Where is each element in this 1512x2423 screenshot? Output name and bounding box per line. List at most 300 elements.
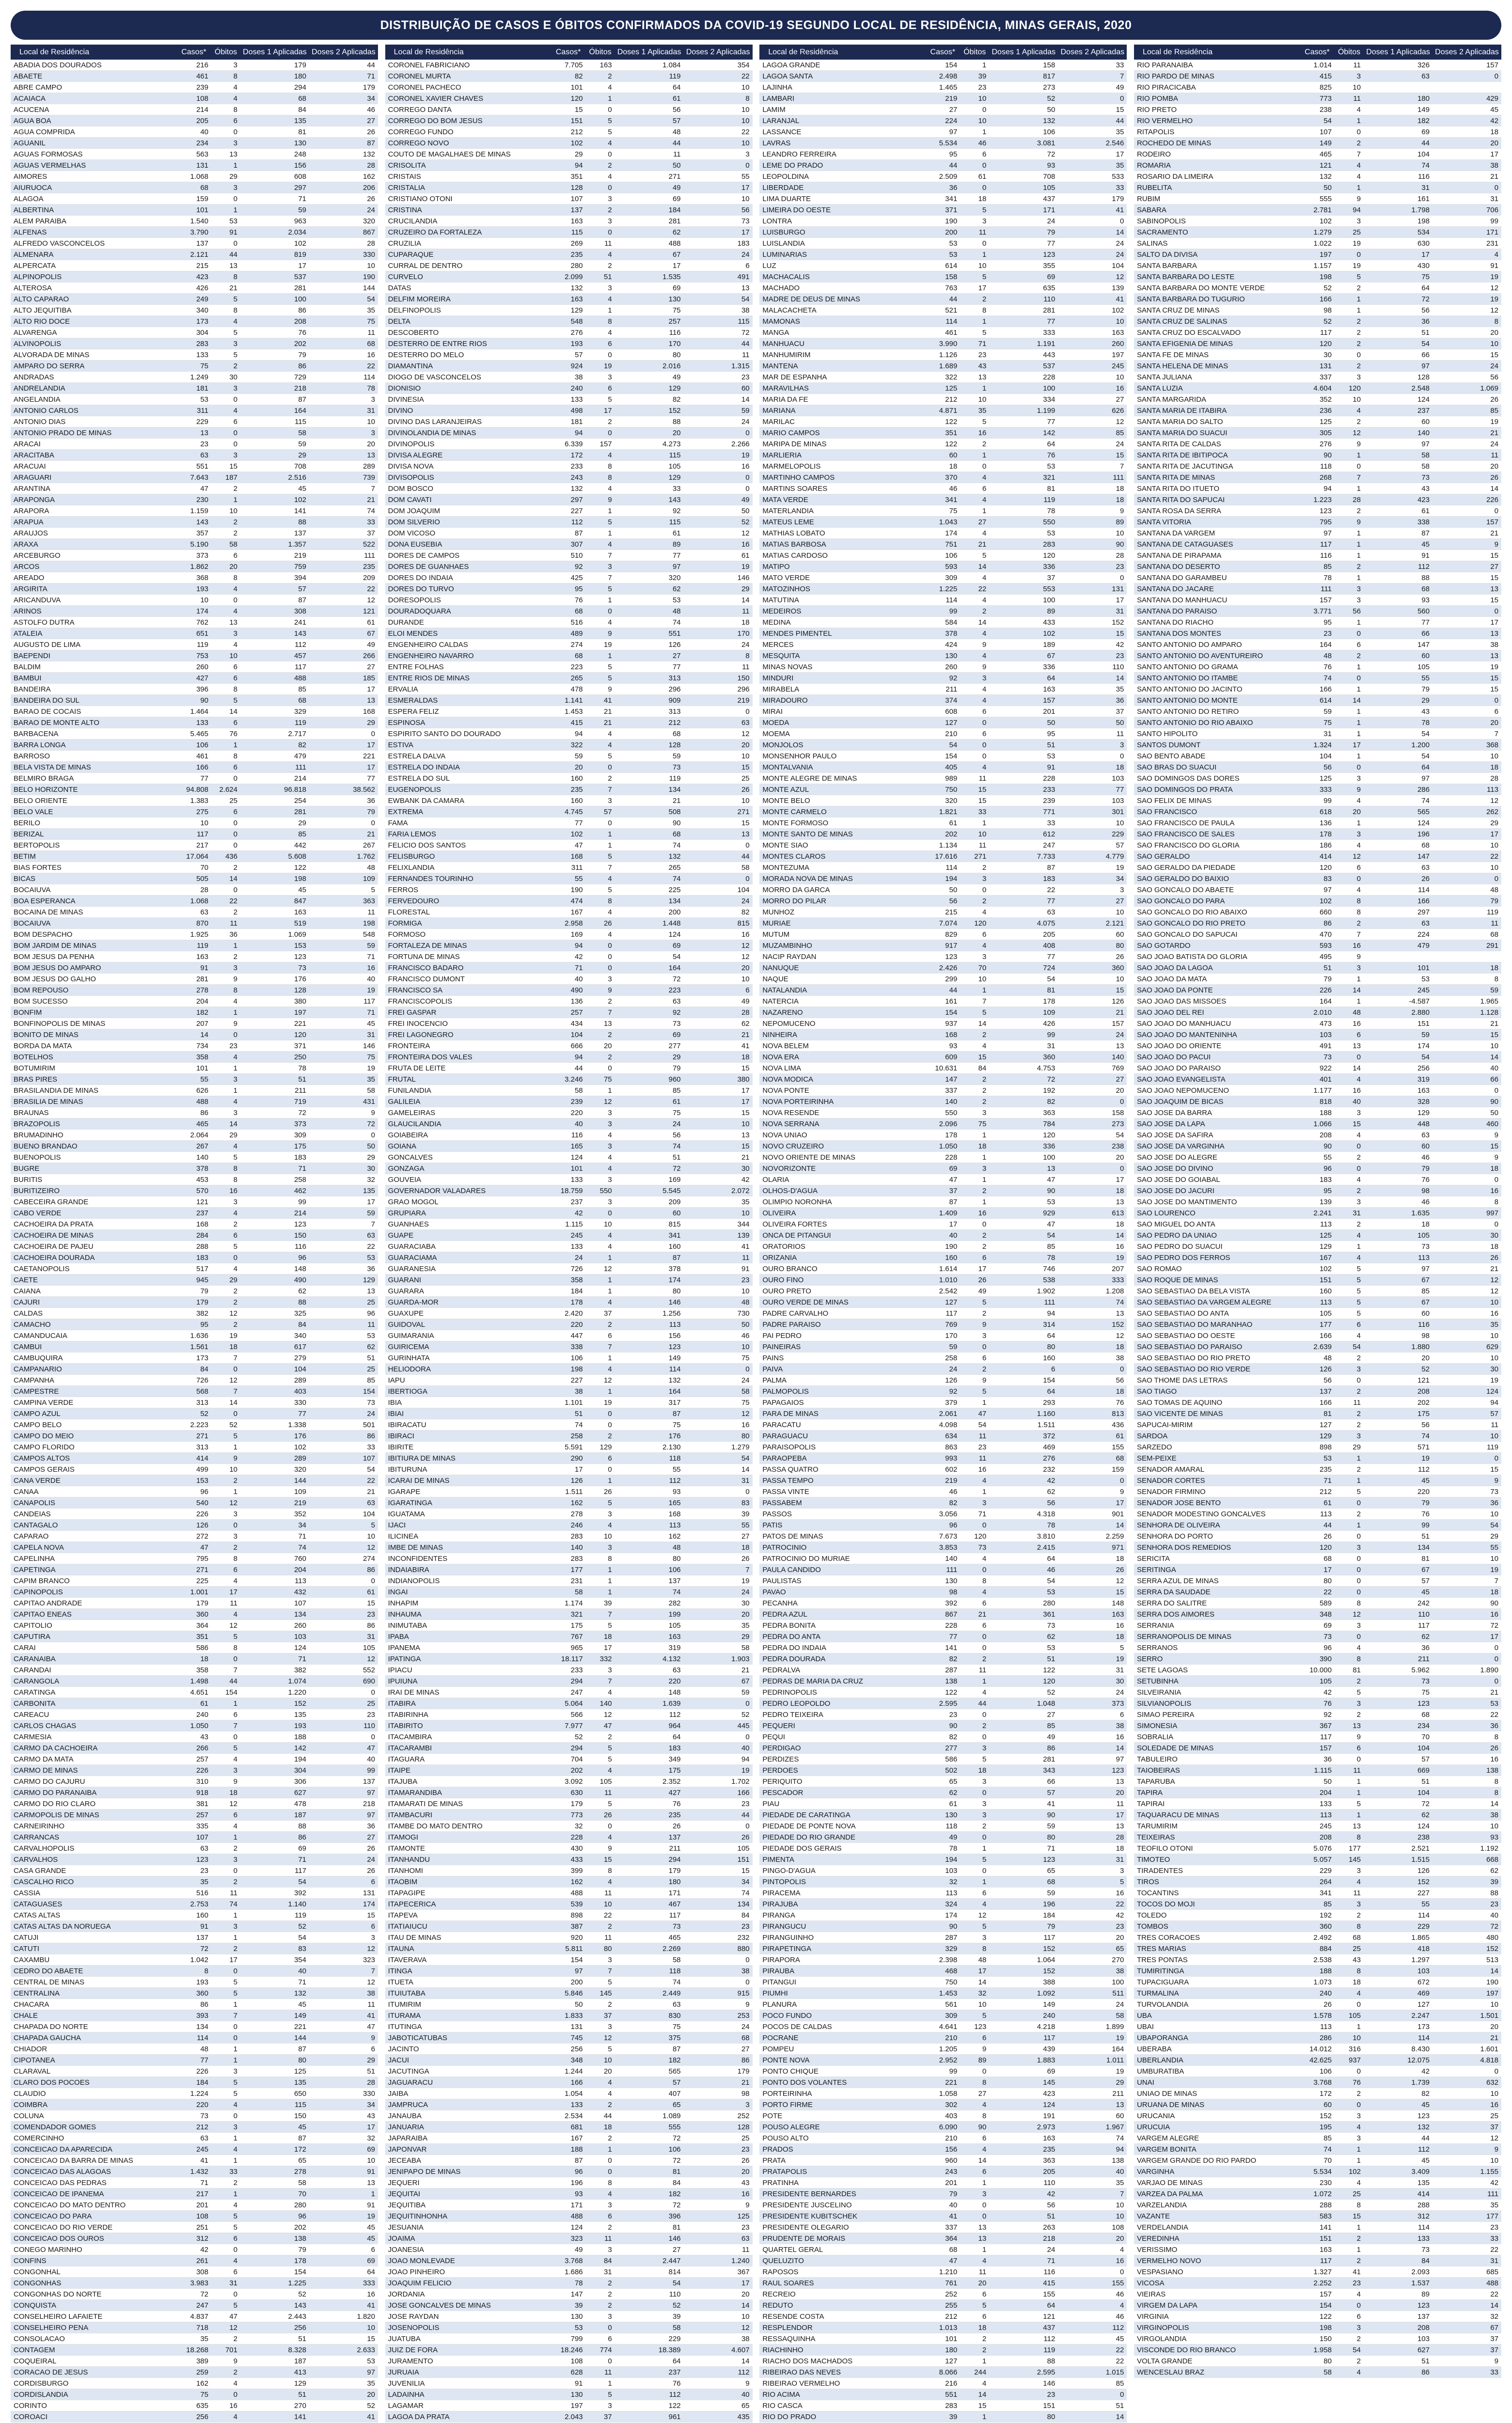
value-cell: 67 xyxy=(1364,1274,1433,1286)
value-cell: 12 xyxy=(586,2032,615,2044)
table-row xyxy=(11,1408,378,1419)
value-cell: 25 xyxy=(684,2133,753,2144)
municipality-cell: PINGO-D'AGUA xyxy=(759,1865,925,1876)
value-cell: 77 xyxy=(176,773,211,784)
value-cell: 114 xyxy=(1364,1910,1433,1921)
value-cell: 156 xyxy=(615,1330,684,1341)
value-cell: 20 xyxy=(586,1040,615,1052)
value-cell: 517 xyxy=(176,1263,211,1274)
table-row xyxy=(385,138,753,149)
value-cell: 178 xyxy=(925,1130,960,1141)
value-cell: 9 xyxy=(211,1453,240,1464)
value-cell: 392 xyxy=(925,1598,960,1609)
value-cell: 360 xyxy=(176,1609,211,1620)
table-row xyxy=(385,2110,753,2122)
value-cell: 64 xyxy=(1364,283,1433,294)
value-cell: 39 xyxy=(1433,1876,1501,1888)
value-cell: 3 xyxy=(586,1665,615,1676)
value-cell: 60 xyxy=(1300,2099,1335,2110)
municipality-cell: CATAS ALTAS DA NORUEGA xyxy=(11,1921,176,1932)
value-cell: 5 xyxy=(1335,1297,1364,1308)
table-row xyxy=(385,1464,753,1475)
municipality-cell: SAO SEBASTIAO DO OESTE xyxy=(1134,1330,1300,1341)
table-row xyxy=(759,1575,1127,1587)
municipality-cell: BONFINOPOLIS DE MINAS xyxy=(11,1018,176,1029)
value-cell: 15 xyxy=(551,104,586,115)
value-cell: 12 xyxy=(684,2322,753,2333)
value-cell: 221 xyxy=(240,2021,309,2032)
value-cell: 1 xyxy=(211,739,240,751)
municipality-cell: EWBANK DA CAMARA xyxy=(385,795,551,806)
value-cell: 19 xyxy=(586,1397,615,1408)
value-cell: 22 xyxy=(684,71,753,82)
value-cell: 267 xyxy=(309,840,378,851)
value-cell: 51 xyxy=(615,1152,684,1163)
value-cell: 380 xyxy=(684,1074,753,1085)
value-cell: 29 xyxy=(309,2055,378,2066)
value-cell: 13 xyxy=(309,695,378,706)
table-row xyxy=(1134,383,1501,394)
value-cell: 9 xyxy=(309,2032,378,2044)
value-cell: 170 xyxy=(615,338,684,349)
municipality-cell: JUATUBA xyxy=(385,2333,551,2344)
value-cell: 3 xyxy=(1335,773,1364,784)
municipality-cell: SERRANIA xyxy=(1134,1620,1300,1631)
value-cell: 1 xyxy=(960,1196,989,1208)
value-cell: 4 xyxy=(211,1575,240,1587)
table-row xyxy=(1134,1163,1501,1174)
value-cell: 20 xyxy=(551,762,586,773)
table-row xyxy=(1134,595,1501,606)
table-row xyxy=(759,1308,1127,1319)
value-cell: 4 xyxy=(960,472,989,483)
value-cell: 31 xyxy=(1335,1208,1364,1219)
value-cell: 396 xyxy=(615,2211,684,2222)
value-cell: 42 xyxy=(989,2188,1058,2200)
table-row xyxy=(385,2400,753,2411)
value-cell: 10 xyxy=(960,115,989,126)
value-cell: 1.191 xyxy=(989,338,1058,349)
municipality-cell: CARBONITA xyxy=(11,1698,176,1709)
value-cell: 97 xyxy=(1300,884,1335,896)
value-cell: 14 xyxy=(684,2356,753,2367)
municipality-cell: CRUCILANDIA xyxy=(385,216,551,227)
value-cell: 0 xyxy=(211,1029,240,1040)
value-cell: 5 xyxy=(586,583,615,595)
municipality-cell: CACHOEIRA DA PRATA xyxy=(11,1219,176,1230)
value-cell: 0 xyxy=(1335,249,1364,260)
value-cell: 348 xyxy=(551,2055,586,2066)
municipality-cell: CHAPADA GAUCHA xyxy=(11,2032,176,2044)
value-cell: 0 xyxy=(1058,216,1127,227)
value-cell: 405 xyxy=(925,762,960,773)
municipality-cell: BUENOPOLIS xyxy=(11,1152,176,1163)
municipality-cell: GUAXUPE xyxy=(385,1308,551,1319)
table-row xyxy=(385,260,753,271)
value-cell: 42 xyxy=(1364,2066,1433,2077)
value-cell: 90 xyxy=(1058,539,1127,550)
table-row xyxy=(759,1497,1127,1509)
value-cell: 7 xyxy=(586,572,615,583)
value-cell: 12 xyxy=(684,1408,753,1419)
value-cell: 767 xyxy=(551,1631,586,1642)
value-cell: 629 xyxy=(1433,1341,1501,1353)
value-cell: 431 xyxy=(309,1096,378,1107)
value-cell: 202 xyxy=(240,2222,309,2233)
value-cell: 118 xyxy=(1300,461,1335,472)
value-cell: 48 xyxy=(960,1954,989,1966)
table-row xyxy=(11,962,378,974)
value-cell: 11 xyxy=(960,1453,989,1464)
value-cell: 158 xyxy=(1058,1107,1127,1118)
value-cell: 1.535 xyxy=(615,271,684,283)
value-cell: 93 xyxy=(1433,1832,1501,1843)
value-cell: 237 xyxy=(551,1196,586,1208)
value-cell: 15 xyxy=(1058,985,1127,996)
value-cell: 10 xyxy=(586,1219,615,1230)
value-cell: 71 xyxy=(960,1509,989,1520)
value-cell: 17 xyxy=(586,1642,615,1653)
value-cell: 80 xyxy=(1300,1575,1335,1587)
table-row xyxy=(1134,1665,1501,1676)
value-cell: 14 xyxy=(211,1118,240,1130)
value-cell: 364 xyxy=(925,2233,960,2244)
value-cell: 27 xyxy=(309,1832,378,1843)
value-cell: 210 xyxy=(925,2133,960,2144)
value-cell: 75 xyxy=(176,2389,211,2400)
value-cell: 375 xyxy=(615,2032,684,2044)
municipality-cell: POCOS DE CALDAS xyxy=(759,2021,925,2032)
value-cell: 666 xyxy=(551,1040,586,1052)
value-cell: 74 xyxy=(615,1141,684,1152)
municipality-cell: CONQUISTA xyxy=(11,2300,176,2311)
value-cell: 60 xyxy=(1364,1308,1433,1319)
value-cell: 5 xyxy=(1335,1687,1364,1698)
value-cell: 227 xyxy=(551,1375,586,1386)
table-row xyxy=(759,1442,1127,1453)
value-cell: 340 xyxy=(176,305,211,316)
municipality-cell: CRISTINA xyxy=(385,205,551,216)
value-cell: 0 xyxy=(1433,606,1501,617)
value-cell: 0 xyxy=(960,1520,989,1531)
municipality-cell: OLARIA xyxy=(759,1174,925,1185)
table-row xyxy=(759,1152,1127,1163)
municipality-cell: SILVIANOPOLIS xyxy=(1134,1698,1300,1709)
value-cell: 2 xyxy=(586,205,615,216)
value-cell: 119 xyxy=(615,773,684,784)
value-cell: 37 xyxy=(586,1308,615,1319)
municipality-cell: ARACITABA xyxy=(11,450,176,461)
value-cell: 129 xyxy=(586,1442,615,1453)
value-cell: 184 xyxy=(176,2077,211,2088)
value-cell: 2 xyxy=(1335,138,1364,149)
municipality-cell: TARUMIRIM xyxy=(1134,1821,1300,1832)
municipality-cell: FRANCISCOPOLIS xyxy=(385,996,551,1007)
value-cell: 23 xyxy=(989,2389,1058,2400)
value-cell: 100 xyxy=(1058,1977,1127,1988)
municipality-cell: SAO JOAO DO ORIENTE xyxy=(1134,1040,1300,1052)
table-row xyxy=(11,795,378,806)
value-cell: 21 xyxy=(1433,171,1501,182)
value-cell: 15 xyxy=(1433,1464,1501,1475)
value-cell: 79 xyxy=(989,227,1058,238)
value-cell: 227 xyxy=(551,505,586,517)
table-row xyxy=(759,1130,1127,1141)
value-cell: 61 xyxy=(960,171,989,182)
value-cell: 88 xyxy=(1433,1888,1501,1899)
municipality-cell: SAO SEBASTIAO DA VARGEM ALEGRE xyxy=(1134,1297,1300,1308)
value-cell: 25 xyxy=(1335,1943,1364,1954)
value-cell: 40 xyxy=(551,974,586,985)
value-cell: 382 xyxy=(176,1308,211,1319)
value-cell: 1.465 xyxy=(925,82,960,93)
value-cell: 2.121 xyxy=(176,249,211,260)
value-cell: 25 xyxy=(1335,227,1364,238)
value-cell: 40 xyxy=(240,1966,309,1977)
municipality-cell: PITANGUI xyxy=(759,1977,925,1988)
value-cell: 5.811 xyxy=(551,1943,586,1954)
value-cell: 8 xyxy=(1433,316,1501,327)
table-row xyxy=(759,2066,1127,2077)
municipality-cell: IAPU xyxy=(385,1375,551,1386)
municipality-cell: SAO ROMAO xyxy=(1134,1263,1300,1274)
value-cell: 10 xyxy=(960,1999,989,2010)
municipality-cell: CARVALHOPOLIS xyxy=(11,1843,176,1854)
value-cell: 59 xyxy=(684,1687,753,1698)
value-cell: 730 xyxy=(684,1308,753,1319)
value-cell: 4 xyxy=(586,873,615,884)
municipality-cell: SAO TIAGO xyxy=(1134,1386,1300,1397)
value-cell: 870 xyxy=(176,918,211,929)
municipality-cell: INGAI xyxy=(385,1587,551,1598)
value-cell: 73 xyxy=(615,1921,684,1932)
municipality-cell: SANTO ANTONIO DO JACINTO xyxy=(1134,684,1300,695)
table-row xyxy=(385,1196,753,1208)
table-row xyxy=(385,1520,753,1531)
value-cell: 2 xyxy=(960,1085,989,1096)
table-row xyxy=(11,238,378,249)
municipality-cell: LUZ xyxy=(759,260,925,271)
value-cell: 5.962 xyxy=(1364,1665,1433,1676)
value-cell: 21 xyxy=(586,717,615,728)
value-cell: 13 xyxy=(1335,1720,1364,1731)
value-cell: 4 xyxy=(960,2144,989,2155)
table-row xyxy=(759,2133,1127,2144)
value-cell: 0 xyxy=(1433,1085,1501,1096)
value-cell: 117 xyxy=(1300,1731,1335,1743)
value-cell: 97 xyxy=(309,1809,378,1821)
municipality-cell: CAJURI xyxy=(11,1297,176,1308)
value-cell: 6 xyxy=(1335,1743,1364,1754)
value-cell: 321 xyxy=(989,472,1058,483)
value-cell: 288 xyxy=(176,1241,211,1252)
value-cell: 424 xyxy=(925,639,960,650)
table-row xyxy=(385,951,753,962)
municipality-cell: FRANCISCO BADARO xyxy=(385,962,551,974)
value-cell: 272 xyxy=(176,1531,211,1542)
value-cell: 148 xyxy=(615,1687,684,1698)
table-row xyxy=(11,82,378,93)
value-cell: 82 xyxy=(925,1653,960,1665)
value-cell: 13 xyxy=(211,617,240,628)
value-cell: 29 xyxy=(615,1052,684,1063)
data-table xyxy=(385,45,753,2423)
table-row xyxy=(385,974,753,985)
value-cell: 184 xyxy=(615,205,684,216)
municipality-cell: PERDIGAO xyxy=(759,1743,925,1754)
value-cell: 129 xyxy=(1300,1431,1335,1442)
value-cell: 44 xyxy=(309,60,378,71)
municipality-cell: ESPINOSA xyxy=(385,717,551,728)
value-cell: 4.273 xyxy=(615,439,684,450)
table-row xyxy=(11,1620,378,1631)
value-cell: 5 xyxy=(211,2211,240,2222)
municipality-cell: BIAS FORTES xyxy=(11,862,176,873)
value-cell: 68 xyxy=(615,728,684,739)
value-cell: 171 xyxy=(551,2200,586,2211)
value-cell: 233 xyxy=(989,784,1058,795)
table-row xyxy=(11,193,378,205)
value-cell: 11 xyxy=(1335,60,1364,71)
value-cell: 113 xyxy=(615,1520,684,1531)
value-cell: 701 xyxy=(211,2344,240,2356)
value-cell: 993 xyxy=(925,1453,960,1464)
value-cell: 9 xyxy=(960,1375,989,1386)
municipality-cell: BRASILIA DE MINAS xyxy=(11,1096,176,1107)
value-cell: 11 xyxy=(1058,728,1127,739)
value-cell: 24 xyxy=(684,249,753,260)
value-cell: 181 xyxy=(551,416,586,427)
municipality-cell: JEQUITAI xyxy=(385,2188,551,2200)
municipality-cell: FRONTEIRA xyxy=(385,1040,551,1052)
value-cell: 263 xyxy=(989,2222,1058,2233)
value-cell: 1.540 xyxy=(176,216,211,227)
table-row xyxy=(11,751,378,762)
value-cell: 8 xyxy=(1335,907,1364,918)
value-cell: 322 xyxy=(925,372,960,383)
municipality-cell: LIMA DUARTE xyxy=(759,193,925,205)
value-cell: 4 xyxy=(211,1609,240,1620)
value-cell: 44 xyxy=(925,160,960,171)
table-row xyxy=(759,2311,1127,2322)
value-cell: 351 xyxy=(925,427,960,439)
value-cell: 9 xyxy=(1433,539,1501,550)
municipality-cell: IBIRACI xyxy=(385,1431,551,1442)
value-cell: 17 xyxy=(211,1954,240,1966)
table-row xyxy=(759,2367,1127,2378)
value-cell: 41 xyxy=(925,2211,960,2222)
value-cell: 113 xyxy=(1300,1219,1335,1230)
municipality-cell: MOEDA xyxy=(759,717,925,728)
value-cell: 553 xyxy=(989,583,1058,595)
value-cell: 45 xyxy=(1364,539,1433,550)
value-cell: 10 xyxy=(684,751,753,762)
value-cell: 64 xyxy=(989,1553,1058,1564)
table-row xyxy=(385,1999,753,2010)
value-cell: 53 xyxy=(989,1587,1058,1598)
value-cell: 5 xyxy=(211,695,240,706)
value-cell: 2 xyxy=(1335,361,1364,372)
value-cell: 177 xyxy=(551,1564,586,1575)
value-cell: 106 xyxy=(1300,2066,1335,2077)
municipality-cell: BRAUNAS xyxy=(11,1107,176,1118)
value-cell: 207 xyxy=(176,1018,211,1029)
value-cell: 226 xyxy=(176,1509,211,1520)
municipality-cell: BICAS xyxy=(11,873,176,884)
municipality-cell: MUTUM xyxy=(759,929,925,940)
municipality-cell: CHACARA xyxy=(11,1999,176,2010)
value-cell: 112 xyxy=(1364,561,1433,572)
value-cell: 48 xyxy=(1433,884,1501,896)
value-cell: 235 xyxy=(615,1809,684,1821)
table-row xyxy=(11,1007,378,1018)
table-row xyxy=(759,1631,1127,1642)
value-cell: 0 xyxy=(586,940,615,951)
value-cell: 2 xyxy=(960,1308,989,1319)
value-cell: 59 xyxy=(240,439,309,450)
value-cell: 18 xyxy=(1058,1185,1127,1196)
table-row xyxy=(11,2389,378,2400)
value-cell: 42 xyxy=(684,1174,753,1185)
municipality-cell: PASSOS xyxy=(759,1509,925,1520)
value-cell: 8 xyxy=(586,1865,615,1876)
value-cell: 198 xyxy=(551,1364,586,1375)
value-cell: 3 xyxy=(586,216,615,227)
table-row xyxy=(385,494,753,505)
municipality-cell: MARILAC xyxy=(759,416,925,427)
value-cell: 47 xyxy=(989,1174,1058,1185)
value-cell: 75 xyxy=(1364,271,1433,283)
municipality-cell: ABAETE xyxy=(11,71,176,82)
value-cell: 211 xyxy=(925,684,960,695)
value-cell: 81 xyxy=(989,483,1058,494)
value-cell: 19 xyxy=(586,639,615,650)
value-cell: 63 xyxy=(615,996,684,1007)
value-cell: 46 xyxy=(925,1486,960,1497)
value-cell: 5 xyxy=(960,2010,989,2021)
value-cell: 197 xyxy=(1058,349,1127,361)
value-cell: 10 xyxy=(586,1531,615,1542)
table-row xyxy=(1134,1408,1501,1419)
table-row xyxy=(385,1453,753,1464)
table-row xyxy=(759,104,1127,115)
value-cell: 1 xyxy=(1335,1776,1364,1787)
municipality-cell: CARMESIA xyxy=(11,1731,176,1743)
value-cell: 5 xyxy=(211,349,240,361)
value-cell: 4 xyxy=(586,1520,615,1531)
municipality-cell: PEDRA DOURADA xyxy=(759,1653,925,1665)
value-cell: 4 xyxy=(586,82,615,93)
value-cell: 75 xyxy=(615,1419,684,1431)
value-cell: 107 xyxy=(240,1598,309,1609)
value-cell: 117 xyxy=(925,1308,960,1319)
value-cell: 2.498 xyxy=(925,71,960,82)
table-row xyxy=(759,1408,1127,1419)
value-cell: 102 xyxy=(1300,216,1335,227)
value-cell: 72 xyxy=(309,1118,378,1130)
table-row xyxy=(759,1007,1127,1018)
value-cell: 4 xyxy=(960,907,989,918)
table-row xyxy=(385,884,753,896)
table-row xyxy=(11,1141,378,1152)
value-cell: 2.449 xyxy=(615,1988,684,1999)
value-cell: 10 xyxy=(684,1208,753,1219)
value-cell: 20 xyxy=(309,2389,378,2400)
table-row xyxy=(11,1341,378,1353)
value-cell: 3 xyxy=(586,372,615,383)
municipality-cell: SANTA FE DE MINAS xyxy=(1134,349,1300,361)
table-row xyxy=(1134,2066,1501,2077)
